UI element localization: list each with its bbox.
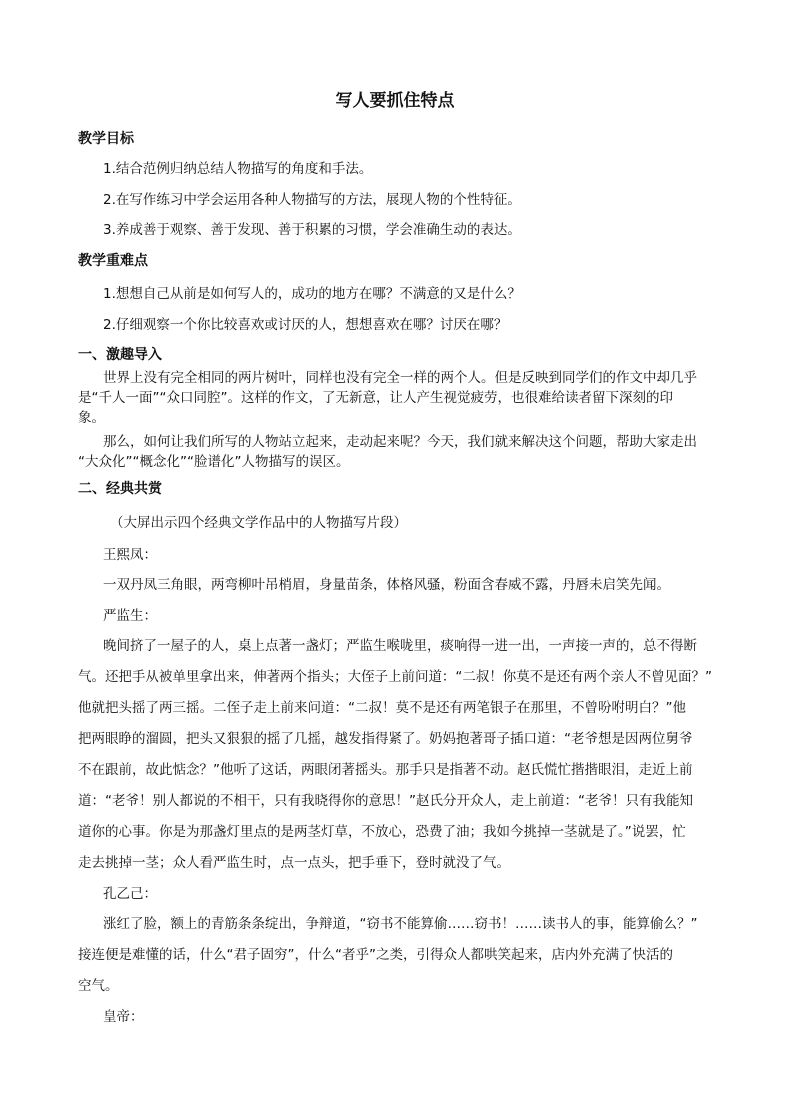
classic-heading: 二、经典共赏 [78, 481, 162, 497]
character-description: 一双丹凤三角眼，两弯柳叶吊梢眉，身量苗条，体格风骚，粉面含春威不露，丹唇未启笑先闻。 [103, 577, 670, 593]
paragraph-line: 象。 [78, 410, 105, 426]
paragraph-line: 气。还把手从被单里拿出来，伸著两个指头；大侄子上前问道：“二叔！你莫不是还有两个亲人不曾见面？” [78, 669, 712, 685]
paragraph-line: 道：“老爷！别人都说的不相干，只有我晓得你的意思！”赵氏分开众人，走上前道：“老爷！只有我能知 [78, 793, 693, 809]
paragraph-line: 那么，如何让我们所写的人物站立起来，走动起来呢？今天，我们就来解决这个问题，帮助大家走出 [103, 434, 697, 450]
paragraph-line: 空气。 [78, 978, 119, 994]
character-name: 严监生： [103, 608, 157, 624]
paragraph-line: 涨红了脸，额上的青筋条条绽出，争辩道，“窃书不能算偷……窃书！……读书人的事，能算偷么？” [103, 916, 698, 932]
intro-heading: 一、激趣导入 [78, 347, 162, 363]
intro-paragraph-1 [78, 368, 697, 428]
paragraph-line: 把两眼睁的溜圆，把头又狠狠的摇了几摇，越发指得紧了。奶妈抱著哥子插口道：“老爷想是因两位舅爷 [78, 731, 693, 747]
paragraph-line: “大众化”“概念化”“脸谱化”人物描写的误区。 [78, 454, 350, 470]
intro-paragraph-2 [78, 432, 697, 472]
paragraph-line: 不在跟前，故此惦念？”他听了这话，两眼闭著摇头。那手只是指著不动。赵氏慌忙揩揩眼泪，走近上前 [78, 762, 693, 778]
character-name: 皇帝： [103, 1009, 144, 1025]
key-points-heading: 教学重难点 [78, 253, 148, 269]
classic-note: （大屏出示四个经典文学作品中的人物描写片段） [110, 515, 407, 531]
goal-item: 3.养成善于观察、善于发现、善于积累的习惯，学会准确生动的表达。 [103, 222, 521, 238]
paragraph-line: 接连便是难懂的话，什么“君子固穷”，什么“者乎”之类，引得众人都哄笑起来，店内外充满了快活的 [78, 947, 673, 963]
character-name: 孔乙己： [103, 886, 157, 902]
paragraph-line: 是“千人一面”“众口同腔”。这样的作文，了无新意，让人产生视觉疲劳，也很难给读者留下深刻的印 [78, 390, 673, 406]
key-point-item: 1.想想自己从前是如何写人的，成功的地方在哪？不满意的又是什么？ [103, 286, 521, 302]
goals-heading: 教学目标 [78, 131, 134, 147]
paragraph-line: 晚间挤了一屋子的人，桌上点著一盏灯；严监生喉咙里，痰响得一进一出，一声接一声的，总不得断 [103, 638, 697, 654]
goal-item: 2.在写作练习中学会运用各种人物描写的方法，展现人物的个性特征。 [103, 192, 521, 208]
key-point-item: 2.仔细观察一个你比较喜欢或讨厌的人，想想喜欢在哪？讨厌在哪？ [103, 317, 508, 333]
paragraph-line: 道你的心事。你是为那盏灯里点的是两茎灯草，不放心，恐费了油；我如今挑掉一茎就是了。”说罢，忙 [78, 824, 686, 840]
paragraph-line: 他就把头摇了两三摇。二侄子走上前来问道：“二叔！莫不是还有两笔银子在那里，不曾吩咐明白？”他 [78, 700, 686, 716]
character-name: 王熙凤： [103, 547, 157, 563]
goal-item: 1.结合范例归纳总结人物描写的角度和手法。 [103, 161, 373, 177]
paragraph-line: 走去挑掉一茎；众人看严监生时，点一点头，把手垂下，登时就没了气。 [78, 855, 510, 871]
document-title: 写人要抓住特点 [335, 91, 455, 111]
paragraph-line: 世界上没有完全相同的两片树叶，同样也没有完全一样的两个人。但是反映到同学们的作文中却几乎 [103, 370, 697, 386]
